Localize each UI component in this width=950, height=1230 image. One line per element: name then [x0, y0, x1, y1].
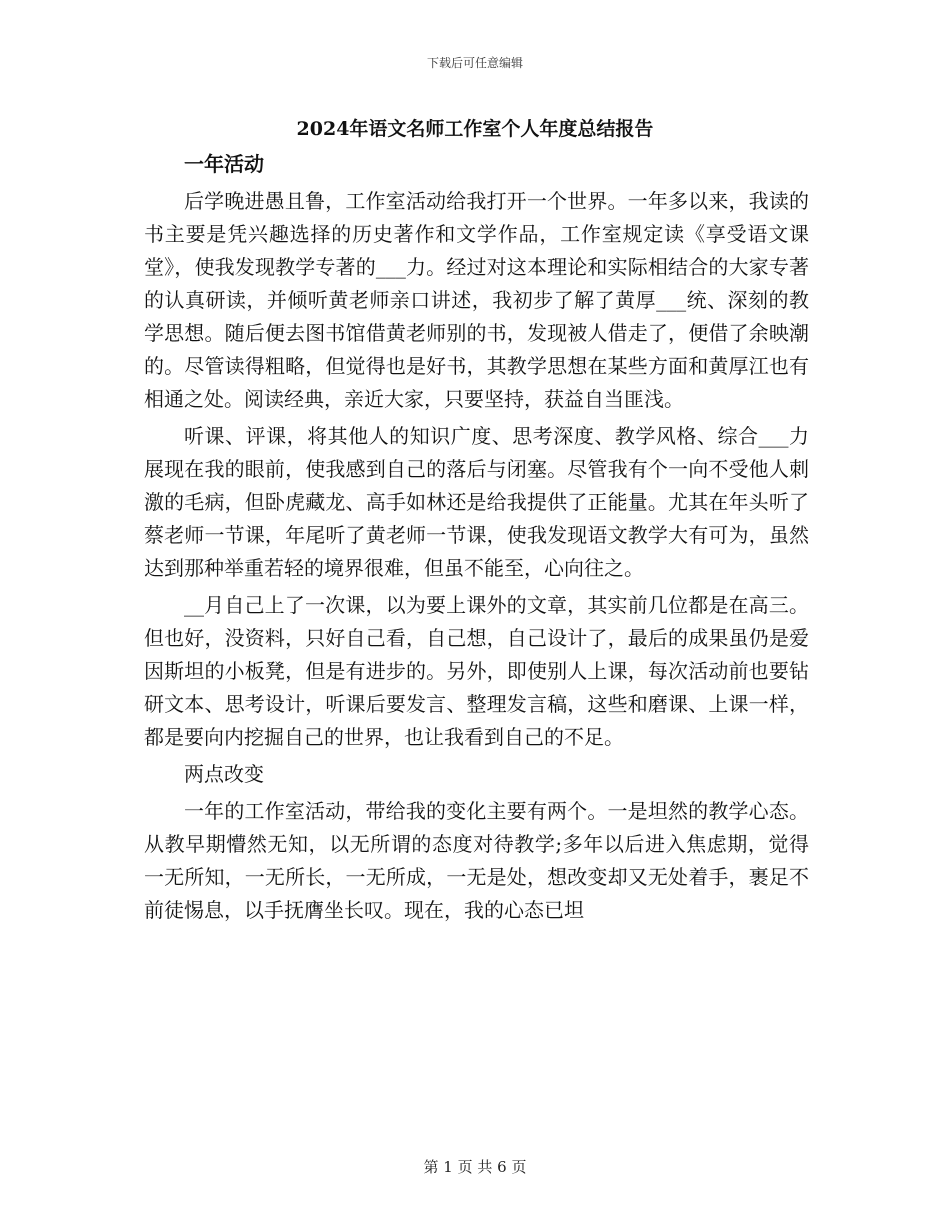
paragraph: __月自己上了一次课，以为要上课外的文章，其实前几位都是在高三。但也好，没资料，只好自己看，自己想，自己设计了，最后的成果虽仍是爱因斯坦的小板凳，但是有进步的。另外，即使别人上课，每次活动前也要钻研文本、思考设计，听课后要发言、整理发言稿，这些和磨课、上课一样，都是要向内挖掘自己的世界，也让我看到自己的不足。	[144, 593, 809, 749]
document-title: 2024年语文名师工作室个人年度总结报告	[296, 118, 654, 140]
paragraph: 一年的工作室活动，带给我的变化主要有两个。一是坦然的教学心态。从教早期懵然无知，以无所谓的态度对待教学;多年以后进入焦虑期，觉得一无所知，一无所长，一无所成，一无是处，想改变却又无处着手，裹足不前徒惕息，以手抚膺坐长叹。现在，我的心态已坦	[144, 799, 809, 922]
header-note: 下载后可任意编辑	[426, 56, 523, 70]
paragraph: 听课、评课，将其他人的知识广度、思考深度、教学风格、综合___力展现在我的眼前，使我感到自己的落后与闭塞。尽管我有个一向不受他人刺激的毛病，但卧虎藏龙、高手如林还是给我提供了正能量。尤其在年头听了蔡老师一节课，年尾听了黄老师一节课，使我发现语文教学大有可为，虽然达到那种举重若轻的境界很难，但虽不能至，心向往之。	[144, 424, 809, 580]
section-heading-changes: 两点改变	[184, 762, 264, 786]
document-body	[144, 148, 809, 927]
section-heading-activities: 一年活动	[184, 152, 264, 176]
paragraph: 后学晚进愚且鲁，工作室活动给我打开一个世界。一年多以来，我读的书主要是凭兴趣选择的历史著作和文学作品，工作室规定读《享受语文课堂》，使我发现教学专著的___力。经过对这本理论和实际相结合的大家专著的认真研读，并倾听黄老师亲口讲述，我初步了解了黄厚___统、深刻的教学思想。随后便去图书馆借黄老师别的书，发现被人借走了，便借了余映潮的。尽管读得粗略，但觉得也是好书，其教学思想在某些方面和黄厚江也有相通之处。阅读经典，亲近大家，只要坚持，获益自当匪浅。	[144, 189, 809, 411]
page-number-footer: 第 1 页 共 6 页	[423, 1158, 527, 1176]
